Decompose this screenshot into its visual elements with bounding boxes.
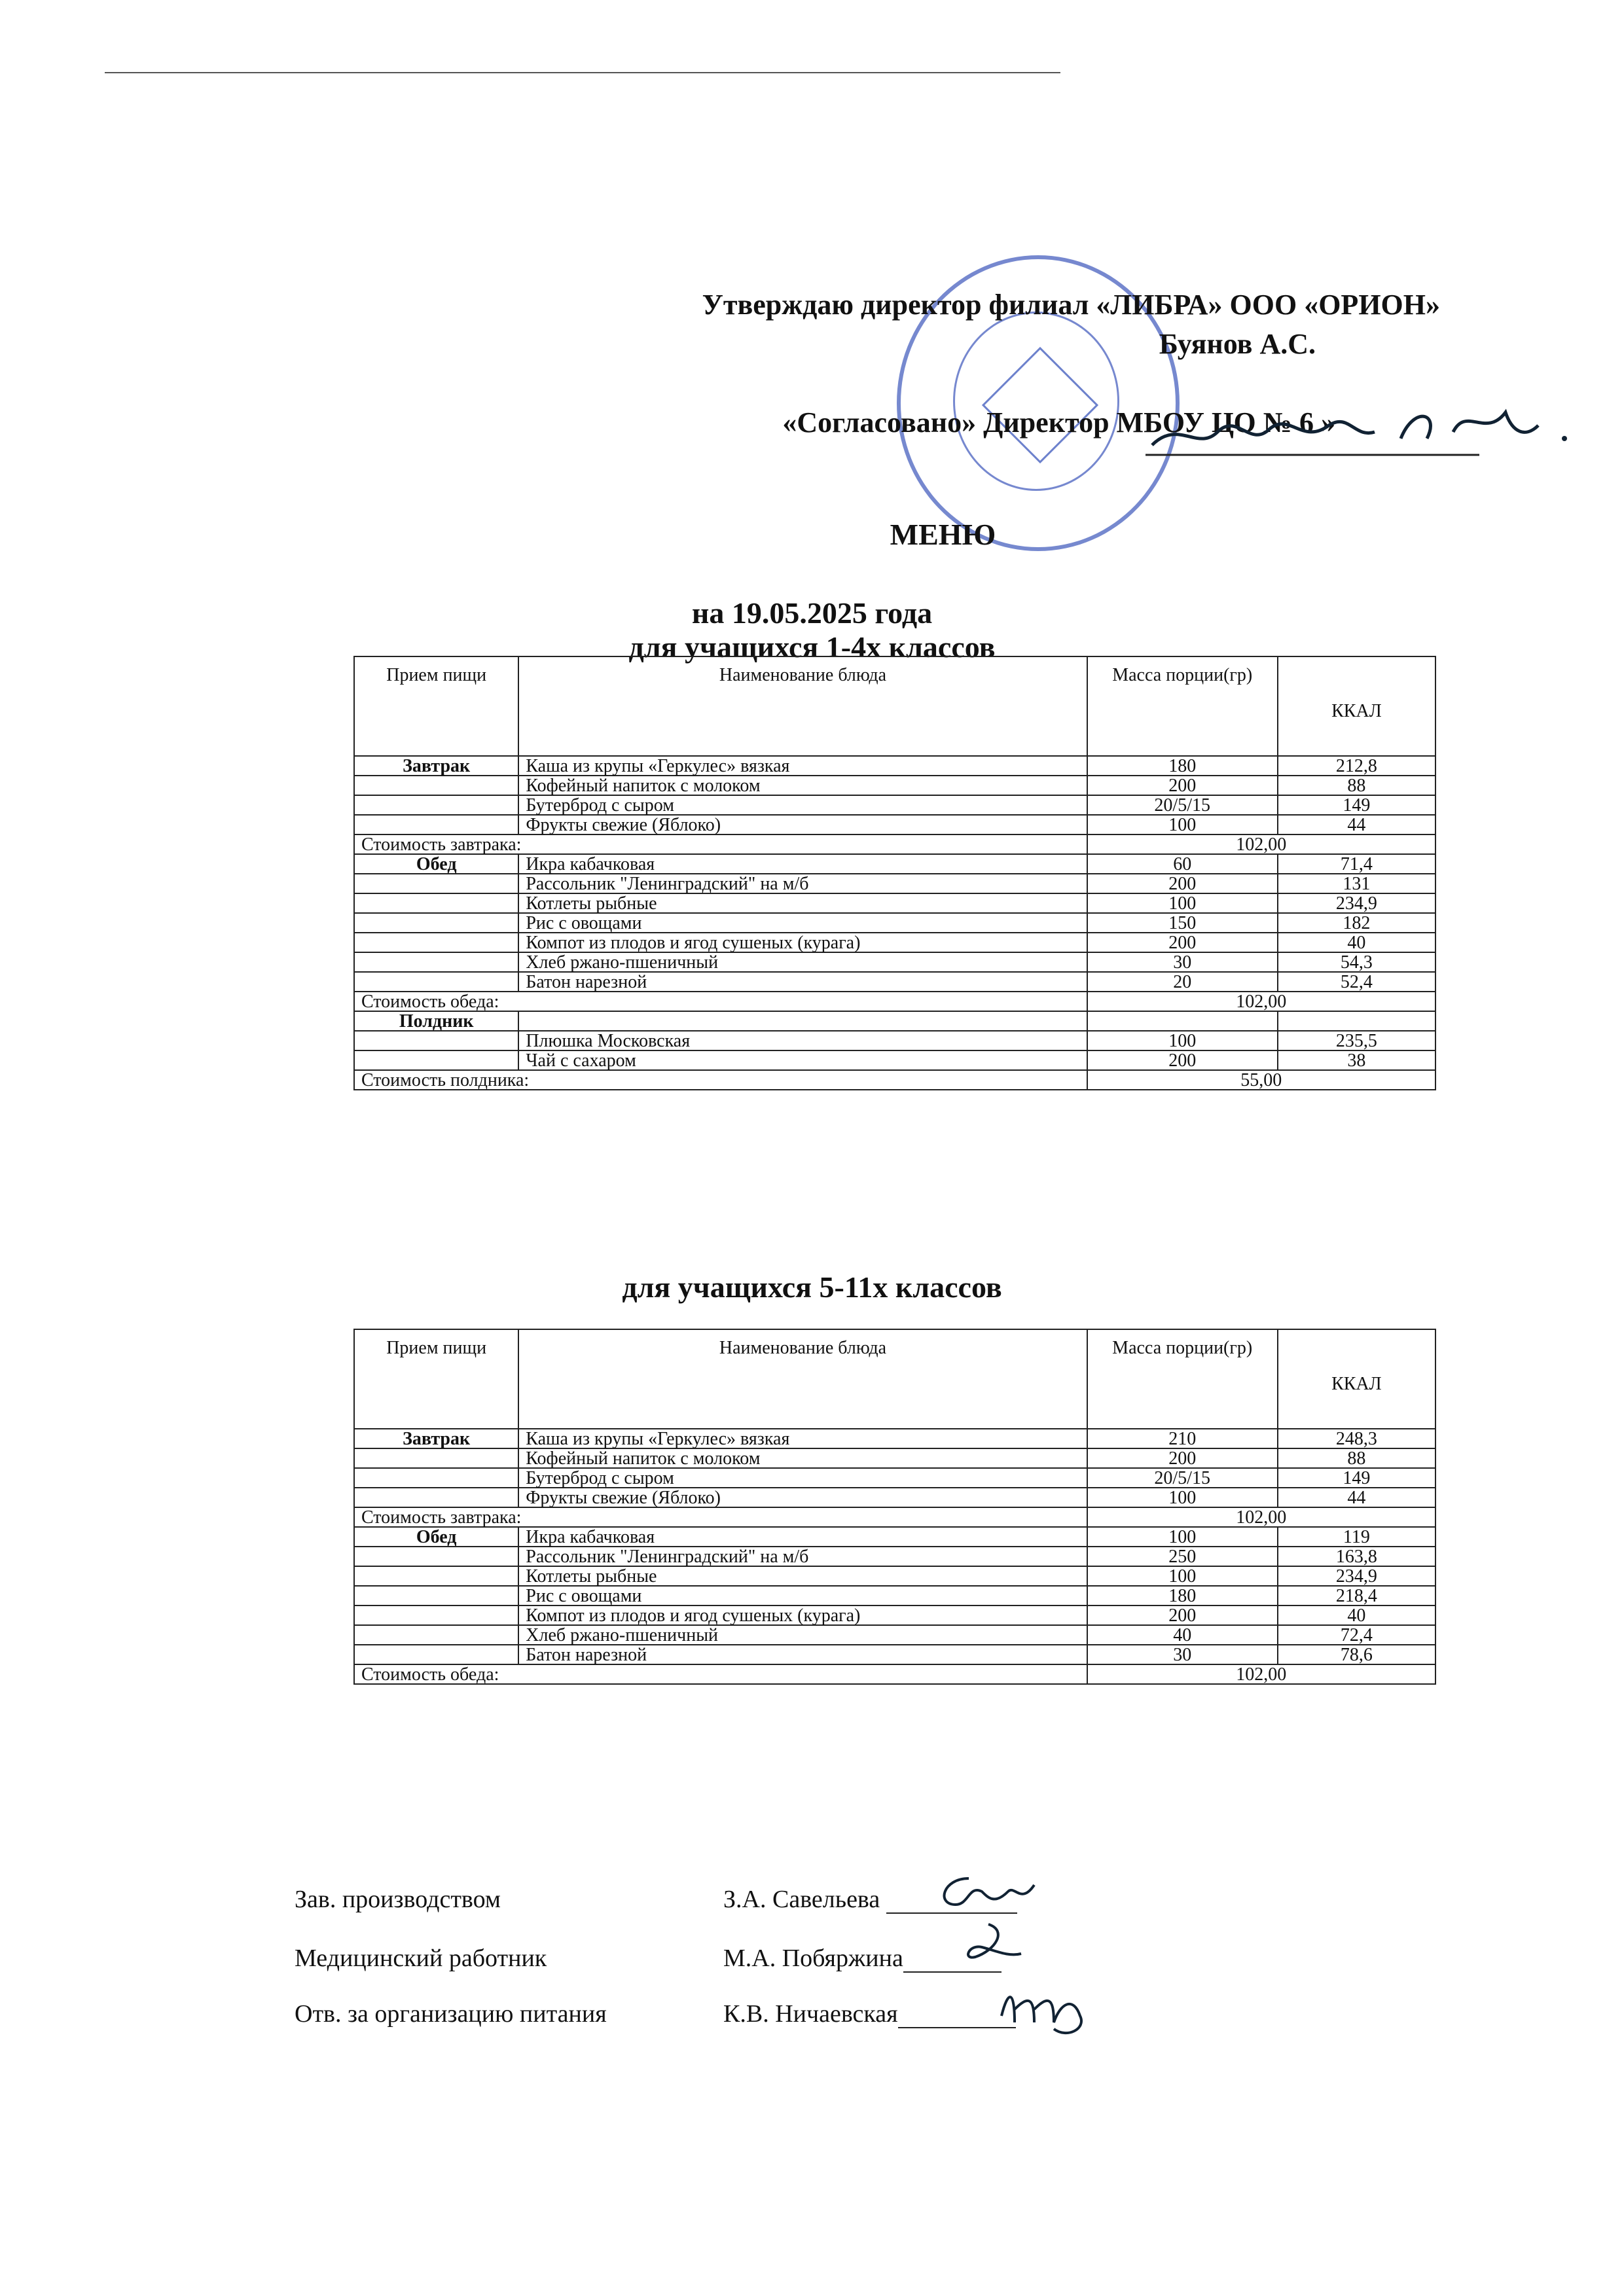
- cost-label: Стоимость полдника:: [354, 1070, 1087, 1090]
- table-row: [354, 1566, 1435, 1586]
- footer-role-3: Отв. за организацию питания: [295, 2000, 607, 2028]
- meal-cell: Завтрак: [354, 1429, 518, 1448]
- menu-table-5-11: [353, 1329, 1436, 1685]
- kcal-cell: 235,5: [1278, 1031, 1435, 1050]
- kcal-cell: 40: [1278, 933, 1435, 952]
- kcal-cell: 88: [1278, 1448, 1435, 1468]
- mass-cell: 250: [1087, 1547, 1278, 1566]
- mass-cell: 30: [1087, 952, 1278, 972]
- meal-cell: [354, 972, 518, 992]
- dish-cell: Бутерброд с сыром: [518, 1468, 1087, 1488]
- meal-cell: Обед: [354, 854, 518, 874]
- kcal-cell: 38: [1278, 1050, 1435, 1070]
- approve-line-3: «Согласовано» Директор МБОУ ЦО № 6 »: [782, 406, 1335, 439]
- mass-cell: 100: [1087, 1488, 1278, 1507]
- header-meal: Прием пищи: [354, 1329, 518, 1429]
- director-signature: [1139, 393, 1597, 471]
- approve-line-2: Буянов А.С.: [1159, 328, 1316, 360]
- meal-cell: [354, 913, 518, 933]
- cost-row: [354, 992, 1435, 1011]
- dish-cell: Батон нарезной: [518, 972, 1087, 992]
- dish-cell: Икра кабачковая: [518, 1527, 1087, 1547]
- table-header-row: [354, 1329, 1435, 1429]
- cost-row: [354, 1664, 1435, 1684]
- kcal-cell: [1278, 1011, 1435, 1031]
- kcal-cell: 248,3: [1278, 1429, 1435, 1448]
- table-row: [354, 893, 1435, 913]
- meal-cell: [354, 1448, 518, 1468]
- table-row: [354, 815, 1435, 834]
- kcal-cell: 78,6: [1278, 1645, 1435, 1664]
- meal-cell: [354, 815, 518, 834]
- kcal-cell: 234,9: [1278, 1566, 1435, 1586]
- dish-cell: Рис с овощами: [518, 1586, 1087, 1605]
- kcal-cell: 71,4: [1278, 854, 1435, 874]
- kcal-cell: 52,4: [1278, 972, 1435, 992]
- mass-cell: 100: [1087, 1031, 1278, 1050]
- table-row: [354, 1448, 1435, 1468]
- mass-cell: 20/5/15: [1087, 795, 1278, 815]
- mass-cell: 60: [1087, 854, 1278, 874]
- mass-cell: 200: [1087, 874, 1278, 893]
- table-header-row: [354, 656, 1435, 756]
- dish-cell: Компот из плодов и ягод сушеных (курага): [518, 933, 1087, 952]
- kcal-cell: 119: [1278, 1527, 1435, 1547]
- cost-label: Стоимость обеда:: [354, 1664, 1087, 1684]
- kcal-cell: 72,4: [1278, 1625, 1435, 1645]
- cost-value: 102,00: [1087, 1664, 1435, 1684]
- table-row: [354, 1468, 1435, 1488]
- signature-2: [943, 1918, 1047, 1970]
- footer-name-3: К.В. Ничаевская: [723, 2000, 1016, 2028]
- kcal-cell: 40: [1278, 1605, 1435, 1625]
- dish-cell: Фрукты свежие (Яблоко): [518, 815, 1087, 834]
- mass-cell: 100: [1087, 1527, 1278, 1547]
- cost-value: 102,00: [1087, 992, 1435, 1011]
- kcal-cell: 218,4: [1278, 1586, 1435, 1605]
- footer-name-2: М.А. Побяржина: [723, 1944, 1001, 1973]
- header-meal: Прием пищи: [354, 656, 518, 756]
- meal-cell: [354, 1488, 518, 1507]
- mass-cell: 150: [1087, 913, 1278, 933]
- mass-cell: 20: [1087, 972, 1278, 992]
- dish-cell: Котлеты рыбные: [518, 1566, 1087, 1586]
- dish-cell: Котлеты рыбные: [518, 893, 1087, 913]
- header-mass: Масса порции(гр): [1087, 1329, 1278, 1429]
- table-row: [354, 1605, 1435, 1625]
- signature-1: [929, 1865, 1060, 1918]
- signature-3: [988, 1977, 1106, 2042]
- mass-cell: 180: [1087, 1586, 1278, 1605]
- kcal-cell: 149: [1278, 795, 1435, 815]
- table-row: [354, 1011, 1435, 1031]
- table-row: [354, 1031, 1435, 1050]
- mass-cell: 210: [1087, 1429, 1278, 1448]
- mass-cell: 200: [1087, 1605, 1278, 1625]
- dish-cell: Кофейный напиток с молоком: [518, 776, 1087, 795]
- dish-cell: Икра кабачковая: [518, 854, 1087, 874]
- kcal-cell: 44: [1278, 815, 1435, 834]
- table-row: [354, 913, 1435, 933]
- mass-cell: 100: [1087, 815, 1278, 834]
- kcal-cell: 131: [1278, 874, 1435, 893]
- header-kcal: ККАЛ: [1278, 656, 1435, 756]
- meal-cell: [354, 1586, 518, 1605]
- dish-cell: Рис с овощами: [518, 913, 1087, 933]
- table-row: [354, 1625, 1435, 1645]
- cost-value: 102,00: [1087, 1507, 1435, 1527]
- table-row: [354, 1586, 1435, 1605]
- menu-title: МЕНЮ: [890, 518, 996, 551]
- classes-1-4-heading: для учащихся 1-4х классов: [628, 630, 996, 664]
- cost-row: [354, 834, 1435, 854]
- table-row: [354, 795, 1435, 815]
- table-row: [354, 1645, 1435, 1664]
- dish-cell: Хлеб ржано-пшеничный: [518, 952, 1087, 972]
- mass-cell: 200: [1087, 933, 1278, 952]
- dish-cell: Фрукты свежие (Яблоко): [518, 1488, 1087, 1507]
- meal-cell: [354, 1566, 518, 1586]
- meal-cell: [354, 1031, 518, 1050]
- table-row: [354, 776, 1435, 795]
- mass-cell: 100: [1087, 893, 1278, 913]
- table-row: [354, 874, 1435, 893]
- menu-date: на 19.05.2025 года: [691, 596, 933, 630]
- cost-value: 102,00: [1087, 834, 1435, 854]
- meal-cell: [354, 795, 518, 815]
- kcal-cell: 54,3: [1278, 952, 1435, 972]
- dish-cell: Хлеб ржано-пшеничный: [518, 1625, 1087, 1645]
- table-row: [354, 1050, 1435, 1070]
- dish-cell: Кофейный напиток с молоком: [518, 1448, 1087, 1468]
- approve-line-1: Утверждаю директор филиал «ЛИБРА» ООО «ОРИОН»: [702, 289, 1440, 321]
- meal-cell: [354, 1050, 518, 1070]
- table-row: [354, 854, 1435, 874]
- menu-table-1-4: [353, 656, 1436, 1090]
- table-row: [354, 1527, 1435, 1547]
- table-row: [354, 972, 1435, 992]
- dish-cell: Рассольник "Ленинградский" на м/б: [518, 874, 1087, 893]
- table-row: [354, 933, 1435, 952]
- mass-cell: [1087, 1011, 1278, 1031]
- mass-cell: 200: [1087, 776, 1278, 795]
- dish-cell: Бутерброд с сыром: [518, 795, 1087, 815]
- header-dish: Наименование блюда: [518, 1329, 1087, 1429]
- dish-cell: [518, 1011, 1087, 1031]
- cost-row: [354, 1070, 1435, 1090]
- dish-cell: Чай с сахаром: [518, 1050, 1087, 1070]
- meal-cell: [354, 1645, 518, 1664]
- header-mass: Масса порции(гр): [1087, 656, 1278, 756]
- top-rule: [105, 72, 1060, 73]
- meal-cell: [354, 1468, 518, 1488]
- meal-cell: [354, 952, 518, 972]
- meal-cell: [354, 1605, 518, 1625]
- meal-cell: [354, 1547, 518, 1566]
- table-row: [354, 1488, 1435, 1507]
- cost-label: Стоимость завтрака:: [354, 834, 1087, 854]
- table-row: [354, 1547, 1435, 1566]
- kcal-cell: 149: [1278, 1468, 1435, 1488]
- dish-cell: Рассольник "Ленинградский" на м/б: [518, 1547, 1087, 1566]
- table-row: [354, 756, 1435, 776]
- meal-cell: Завтрак: [354, 756, 518, 776]
- mass-cell: 30: [1087, 1645, 1278, 1664]
- footer-role-2: Медицинский работник: [295, 1945, 547, 1972]
- classes-5-11-heading: для учащихся 5-11х классов: [622, 1270, 1002, 1304]
- dish-cell: Батон нарезной: [518, 1645, 1087, 1664]
- meal-cell: [354, 776, 518, 795]
- kcal-cell: 88: [1278, 776, 1435, 795]
- cost-value: 55,00: [1087, 1070, 1435, 1090]
- meal-cell: [354, 1625, 518, 1645]
- mass-cell: 100: [1087, 1566, 1278, 1586]
- header-kcal: ККАЛ: [1278, 1329, 1435, 1429]
- meal-cell: Полдник: [354, 1011, 518, 1031]
- kcal-cell: 163,8: [1278, 1547, 1435, 1566]
- kcal-cell: 44: [1278, 1488, 1435, 1507]
- meal-cell: [354, 933, 518, 952]
- dish-cell: Каша из крупы «Геркулес» вязкая: [518, 1429, 1087, 1448]
- cost-label: Стоимость обеда:: [354, 992, 1087, 1011]
- dish-cell: Компот из плодов и ягод сушеных (курага): [518, 1605, 1087, 1625]
- header-dish: Наименование блюда: [518, 656, 1087, 756]
- mass-cell: 200: [1087, 1448, 1278, 1468]
- kcal-cell: 234,9: [1278, 893, 1435, 913]
- cost-label: Стоимость завтрака:: [354, 1507, 1087, 1527]
- table-row: [354, 1429, 1435, 1448]
- kcal-cell: 182: [1278, 913, 1435, 933]
- meal-cell: [354, 874, 518, 893]
- table-row: [354, 952, 1435, 972]
- meal-cell: [354, 893, 518, 913]
- kcal-cell: 212,8: [1278, 756, 1435, 776]
- dish-cell: Каша из крупы «Геркулес» вязкая: [518, 756, 1087, 776]
- meal-cell: Обед: [354, 1527, 518, 1547]
- cost-row: [354, 1507, 1435, 1527]
- mass-cell: 200: [1087, 1050, 1278, 1070]
- dish-cell: Плюшка Московская: [518, 1031, 1087, 1050]
- mass-cell: 180: [1087, 756, 1278, 776]
- footer-role-1: Зав. производством: [295, 1886, 501, 1913]
- mass-cell: 20/5/15: [1087, 1468, 1278, 1488]
- footer-name-1: З.А. Савельева: [723, 1885, 1017, 1914]
- mass-cell: 40: [1087, 1625, 1278, 1645]
